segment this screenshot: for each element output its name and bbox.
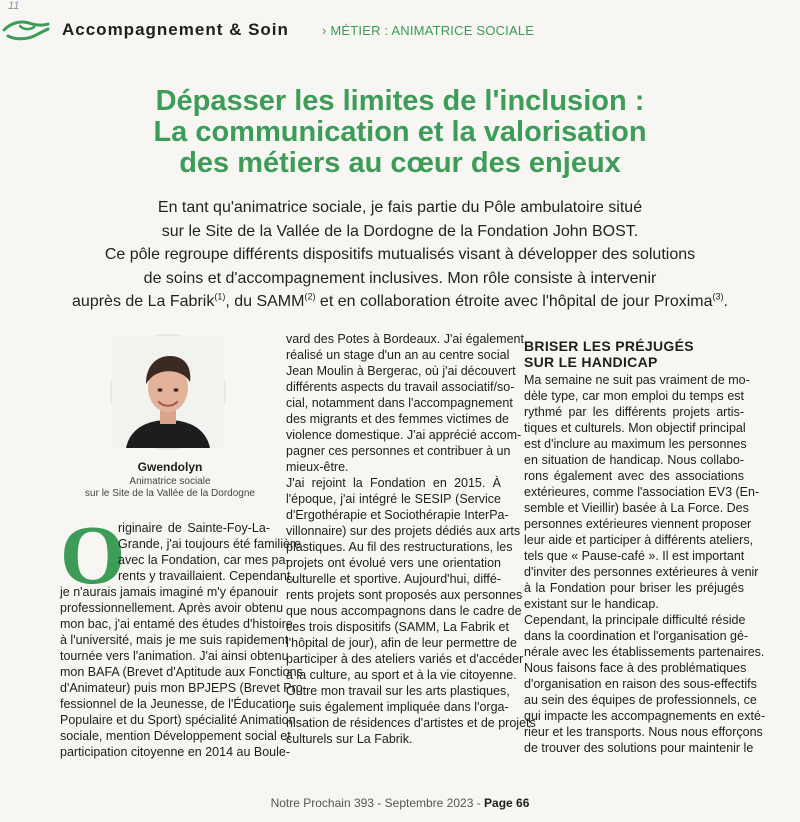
body-line: vard des Potes à Bordeaux. J'ai également [286,332,524,346]
body-line: existant sur le handicap. [524,597,659,611]
footnote-ref: (1) [214,291,226,302]
section-title: Accompagnement & Soin [62,20,289,39]
subheading-line: SUR LE HANDICAP [524,354,658,370]
article-headline [70,86,730,179]
body-line: tiques et culturels. Mon objectif principal [524,421,746,435]
footer-page: Page 66 [484,796,530,810]
subheading [524,338,694,370]
body-line: culturelle et sportive. Aujourd'hui, diffé- [286,572,501,586]
body-line: Outre mon travail sur les arts plastiques, [286,684,510,698]
body-line: réalisé un stage d'un an au centre social [286,348,510,362]
intro-text: et en collaboration étroite avec l'hôpital de jour Proxima [315,293,713,310]
body-line: je suis également impliquée dans l'orga- [286,700,509,714]
body-line: professionnellement. Après avoir obtenu [60,601,284,615]
body-line: riginaire de Sainte-Foy-La- [118,521,270,535]
body-line: extérieures, comme l'association EV3 (En- [524,485,760,499]
subheading-line: BRISER LES PRÉJUGÉS [524,338,694,354]
breadcrumb: › MÉTIER : ANIMATRICE SOCIALE [322,23,535,38]
body-line: rents projets sont proposés aux personnes [286,588,523,602]
intro-line [50,290,750,314]
body-line: Populaire et du Sport) spécialité Animation [60,713,296,727]
body-line: Ma semaine ne suit pas vraiment de mo- [524,373,750,387]
article-intro [50,196,750,314]
body-line: fessionnel de la Jeunesse, de l'Éducation [60,697,289,711]
body-line: Jean Moulin à Bergerac, où j'ai découvert [286,364,516,378]
page-footer [0,796,800,810]
body-line: personnes extérieures viennent proposer [524,517,752,531]
body-line: d'inviter des personnes extérieures à venir [524,565,759,579]
body-line: des migrants et des femmes victimes de [286,412,509,426]
hand-care-icon [2,14,50,42]
headline-line: des métiers au cœur des enjeux [179,147,621,179]
body-line: dans la coordination et l'organisation gé- [524,629,749,643]
body-line: culturels sur La Fabrik. [286,732,413,746]
body-line: participer à des ateliers variés et d'accéder [286,652,524,666]
page-number: 11 [8,0,20,12]
intro-line: de soins et d'accompagnement inclusives. Mon rôle consiste à intervenir [143,269,657,287]
intro-line: Ce pôle regroupe différents dispositifs mutualisés visant à développer des solutions [104,246,696,263]
headline-line: La communication et la valorisation [153,116,647,148]
body-line: rons également avec des associations [524,469,744,483]
footnote-ref: (3) [712,291,724,302]
body-line: avec la Fondation, car mes pa- [118,553,290,567]
body-line: nisation de résidences d'artistes et de projets [286,716,536,730]
person-role: Animatrice sociale [129,476,211,487]
body-line: Nous faisons face à des problématiques [524,661,747,675]
intro-line: sur le Site de la Vallée de la Dordogne de la Fondation John BOST. [161,222,639,240]
body-line: pagner ces personnes et contribuer à un [286,444,511,458]
body-line: à l'université, mais je me suis rapidement [60,633,289,647]
body-line: mon bac, j'ai entamé des études d'histoire [60,617,293,631]
footer-text: Notre Prochain 393 - Septembre 2023 - [270,796,485,810]
intro-text: , du SAMM [225,293,305,310]
body-line: leur aide et participer à différents ateliers, [524,533,754,547]
portrait-photo [112,336,224,448]
person-name: Gwendolyn [137,460,203,474]
body-line: à la Fondation pour briser les préjugés [524,581,744,595]
intro-text: auprès de La Fabrik [72,293,215,310]
body-line: J'ai rejoint la Fondation en 2015. À [286,476,501,490]
body-line: au sein des équipes de professionnels, ce [524,693,757,707]
person-site: sur le Site de la Vallée de la Dordogne [85,488,255,499]
body-line: participation citoyenne en 2014 au Boule- [60,745,291,759]
body-line: Cependant, la principale difficulté réside [524,613,746,627]
body-line: d'Animateur) puis mon BPJEPS (Brevet Pro- [60,681,307,695]
body-line: tels que « Pause-café ». Il est important [524,549,745,563]
body-line: je n'aurais jamais imaginé m'y épanouir [60,585,279,599]
body-line: à la culture, au sport et à la vie citoyenne. [286,668,517,682]
body-line: rythmé par les différents projets artis- [524,405,744,419]
column-1 [60,520,307,760]
body-line: d'Ergothérapie et Sociothérapie InterPa- [286,508,509,522]
body-line: l'hôpital de jour), afin de leur permettre de [286,636,517,650]
body-line: est d'inclure au maximum les personnes [524,437,747,451]
body-line: plastiques. Au fil des restructurations, les [286,540,513,554]
body-line: rents y travaillaient. Cependant, [118,569,294,583]
body-line: de trouver des solutions pour maintenir le [524,741,754,755]
body-line: mon BAFA (Brevet d'Aptitude aux Fonctions [60,665,303,679]
body-line: cial, notamment dans l'accompagnement [286,396,513,410]
drop-cap: O [60,509,126,602]
body-line: villonnaire) sur des projets dédiés aux arts [286,524,521,538]
body-line: rieur et les transports. Nous nous efforçons [524,725,763,739]
body-line: semble et Vieillir) basée à La Force. Des [524,501,749,515]
body-line: nérale avec les établissements partenaires. [524,645,765,659]
body-line: d'organisation en raison des sous-effectifs [524,677,757,691]
body-line: en situation de handicap. Nous collabo- [524,453,744,467]
body-line: différents aspects du travail associatif/so- [286,380,515,394]
body-line: projets ont évolué vers une orientation [286,556,501,570]
footnote-ref: (2) [304,291,316,302]
body-line: qui impacte les accompagnements en exté- [524,709,766,723]
body-line: dèle type, car mon emploi du temps est [524,389,744,403]
body-line: Grande, j'ai toujours été familière [118,537,302,551]
body-line: ces trois dispositifs (SAMM, La Fabrik et [286,620,509,634]
body-line: tournée vers l'animation. J'ai ainsi obtenu [60,649,289,663]
column-2 [286,331,536,747]
body-line: mieux-être. [286,460,349,474]
body-line: que nous accompagnons dans le cadre de [286,604,522,618]
body-line: l'époque, j'ai intégré le SESIP (Service [286,492,501,506]
column-3 [524,372,766,756]
body-line: violence domestique. J'ai apprécié accom- [286,428,522,442]
headline-line: Dépasser les limites de l'inclusion : [155,85,645,117]
intro-text: . [723,293,728,310]
person-illustration [112,336,224,448]
body-line: sociale, mention Développement social et [60,729,291,743]
intro-line: En tant qu'animatrice sociale, je fais partie du Pôle ambulatoire situé [157,199,643,216]
